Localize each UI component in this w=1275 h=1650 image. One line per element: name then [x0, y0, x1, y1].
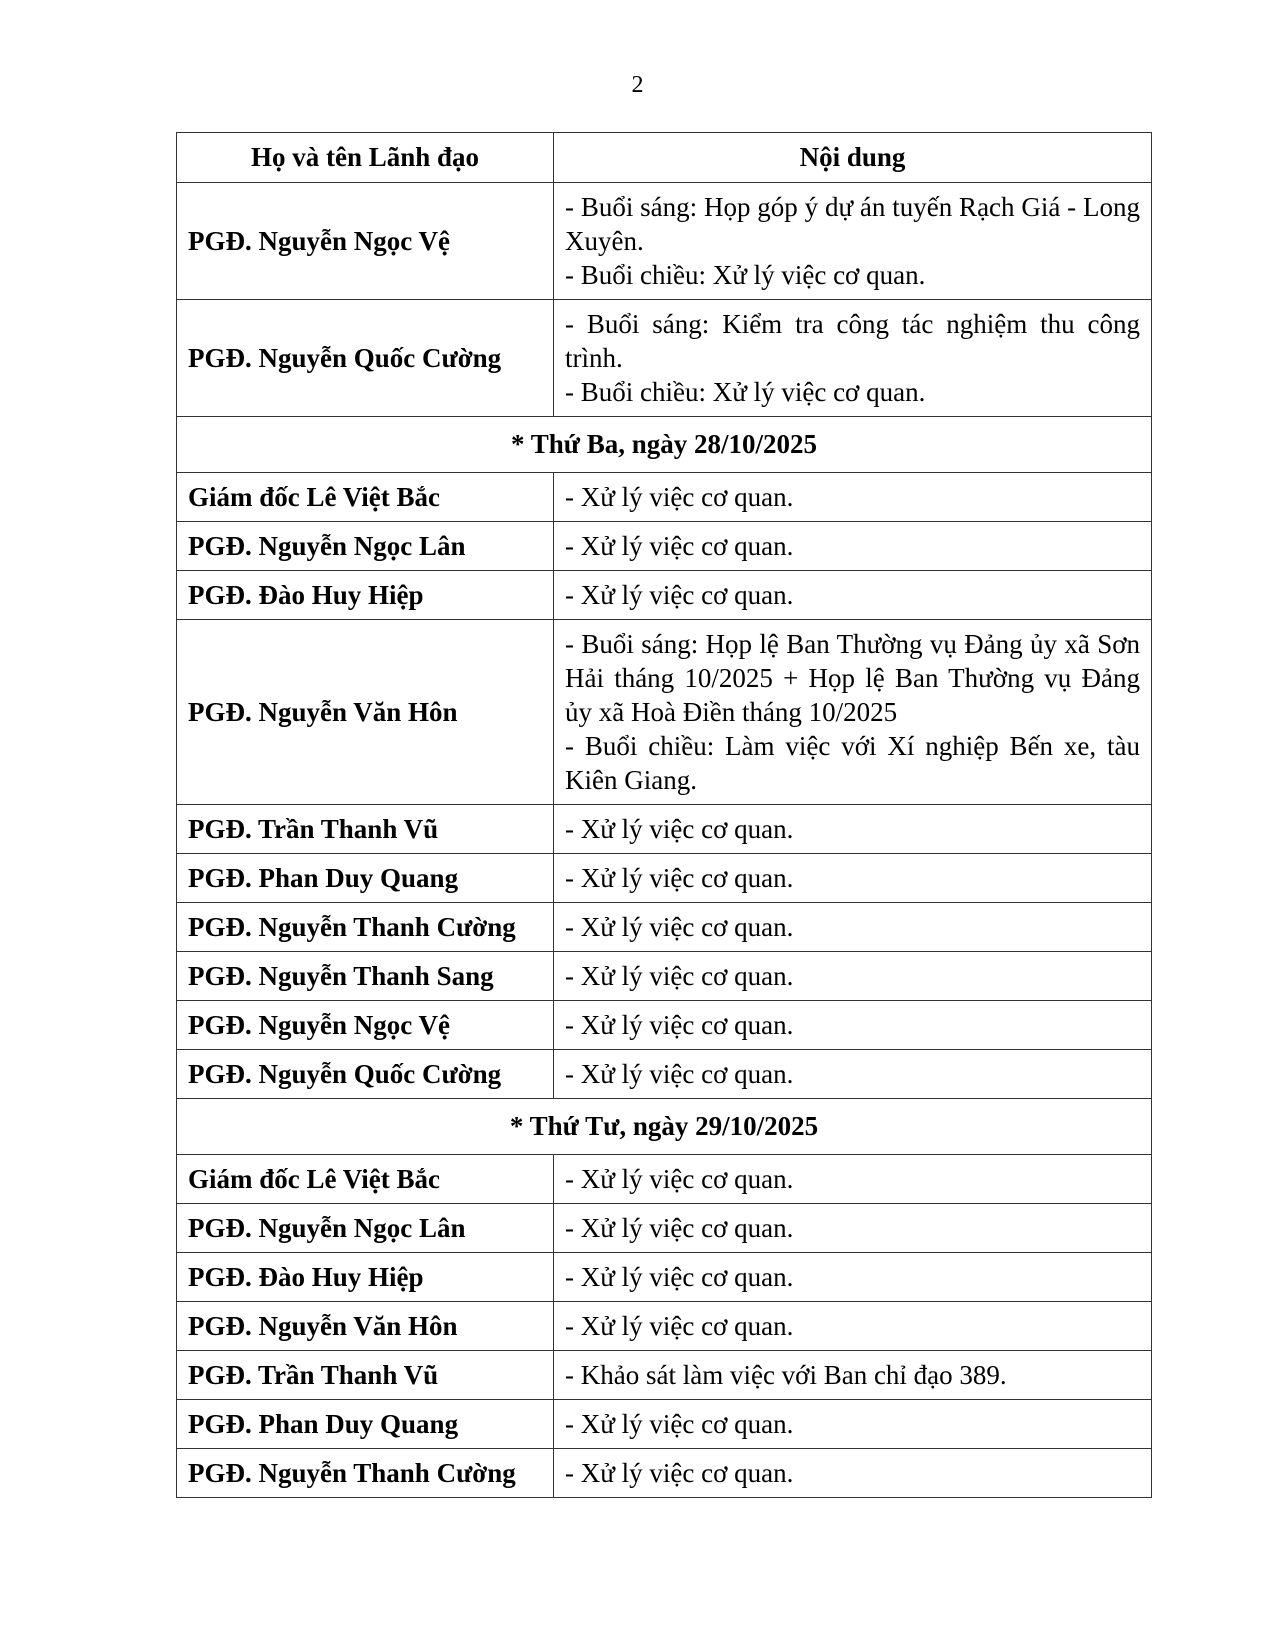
- table-row: [177, 1253, 1152, 1302]
- page-number: 2: [631, 72, 644, 98]
- leader-name: PGĐ. Nguyễn Ngọc Lân: [177, 522, 554, 571]
- leader-name: PGĐ. Nguyễn Ngọc Lân: [177, 1204, 554, 1253]
- table-row: [177, 1400, 1152, 1449]
- leader-content: - Xử lý việc cơ quan.: [554, 1400, 1152, 1449]
- leader-name: PGĐ. Nguyễn Văn Hôn: [177, 1302, 554, 1351]
- content-line: - Buổi chiều: Làm việc với Xí nghiệp Bến xe, tàu Kiên Giang.: [565, 731, 1140, 795]
- leader-content: - Xử lý việc cơ quan.: [554, 903, 1152, 952]
- table-row: [177, 1001, 1152, 1050]
- table-row: [177, 1204, 1152, 1253]
- leader-name: PGĐ. Nguyễn Thanh Cường: [177, 903, 554, 952]
- content-line: - Buổi chiều: Xử lý việc cơ quan.: [565, 377, 926, 407]
- column-header-leader-name: Họ và tên Lãnh đạo: [177, 133, 554, 183]
- day-title: * Thứ Tư, ngày 29/10/2025: [177, 1099, 1152, 1155]
- table-row: [177, 473, 1152, 522]
- leader-content: - Xử lý việc cơ quan.: [554, 1001, 1152, 1050]
- table-row: [177, 903, 1152, 952]
- leader-content: - Xử lý việc cơ quan.: [554, 1204, 1152, 1253]
- leader-content: - Xử lý việc cơ quan.: [554, 522, 1152, 571]
- leader-name: PGĐ. Đào Huy Hiệp: [177, 1253, 554, 1302]
- leader-name: PGĐ. Đào Huy Hiệp: [177, 571, 554, 620]
- table-row: [177, 620, 1152, 805]
- leader-content: - Khảo sát làm việc với Ban chỉ đạo 389.: [554, 1351, 1152, 1400]
- table-row: [177, 1449, 1152, 1498]
- leader-name: PGĐ. Trần Thanh Vũ: [177, 1351, 554, 1400]
- leader-content: - Xử lý việc cơ quan.: [554, 805, 1152, 854]
- day-header-row: [177, 1099, 1152, 1155]
- leader-name: PGĐ. Nguyễn Ngọc Vệ: [177, 1001, 554, 1050]
- leader-name: PGĐ. Trần Thanh Vũ: [177, 805, 554, 854]
- table-row: [177, 1351, 1152, 1400]
- leader-content: - Xử lý việc cơ quan.: [554, 952, 1152, 1001]
- leader-name: PGĐ. Nguyễn Thanh Cường: [177, 1449, 554, 1498]
- content-line: - Buổi sáng: Họp góp ý dự án tuyến Rạch Giá - Long Xuyên.: [565, 192, 1140, 256]
- table-row: [177, 522, 1152, 571]
- leader-name: Giám đốc Lê Việt Bắc: [177, 1155, 554, 1204]
- table-row: [177, 571, 1152, 620]
- content-line: - Buổi sáng: Họp lệ Ban Thường vụ Đảng ủy xã Sơn Hải tháng 10/2025 + Họp lệ Ban Thường vụ Đảng ủy xã Hoà Điền tháng 10/2025: [565, 629, 1140, 727]
- day-title: * Thứ Ba, ngày 28/10/2025: [177, 417, 1152, 473]
- leader-schedule-table: [176, 132, 1152, 1498]
- leader-content: [554, 183, 1152, 300]
- leader-name: PGĐ. Phan Duy Quang: [177, 1400, 554, 1449]
- table-row: [177, 1050, 1152, 1099]
- leader-name: PGĐ. Phan Duy Quang: [177, 854, 554, 903]
- leader-content: [554, 300, 1152, 417]
- leader-name: PGĐ. Nguyễn Thanh Sang: [177, 952, 554, 1001]
- leader-content: - Xử lý việc cơ quan.: [554, 854, 1152, 903]
- leader-name: PGĐ. Nguyễn Ngọc Vệ: [177, 183, 554, 300]
- table-row: [177, 805, 1152, 854]
- table-row: [177, 300, 1152, 417]
- leader-name: PGĐ. Nguyễn Quốc Cường: [177, 300, 554, 417]
- leader-content: [554, 620, 1152, 805]
- table-header-row: [177, 133, 1152, 183]
- day-header-row: [177, 417, 1152, 473]
- leader-content: - Xử lý việc cơ quan.: [554, 1050, 1152, 1099]
- leader-name: PGĐ. Nguyễn Quốc Cường: [177, 1050, 554, 1099]
- table-row: [177, 1155, 1152, 1204]
- leader-content: - Xử lý việc cơ quan.: [554, 1302, 1152, 1351]
- leader-content: - Xử lý việc cơ quan.: [554, 473, 1152, 522]
- content-line: - Buổi sáng: Kiểm tra công tác nghiệm thu công trình.: [565, 309, 1140, 373]
- table-row: [177, 952, 1152, 1001]
- leader-name: Giám đốc Lê Việt Bắc: [177, 473, 554, 522]
- column-header-content: Nội dung: [554, 133, 1152, 183]
- leader-content: - Xử lý việc cơ quan.: [554, 1253, 1152, 1302]
- content-line: - Buổi chiều: Xử lý việc cơ quan.: [565, 260, 926, 290]
- table-row: [177, 1302, 1152, 1351]
- leader-name: PGĐ. Nguyễn Văn Hôn: [177, 620, 554, 805]
- table-row: [177, 854, 1152, 903]
- leader-content: - Xử lý việc cơ quan.: [554, 1155, 1152, 1204]
- leader-content: - Xử lý việc cơ quan.: [554, 1449, 1152, 1498]
- table-row: [177, 183, 1152, 300]
- leader-content: - Xử lý việc cơ quan.: [554, 571, 1152, 620]
